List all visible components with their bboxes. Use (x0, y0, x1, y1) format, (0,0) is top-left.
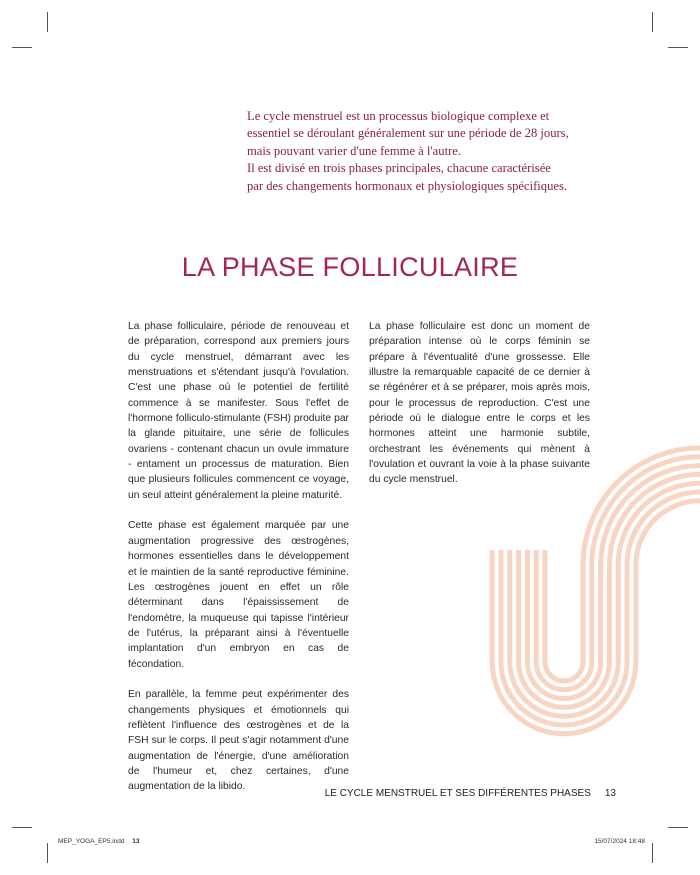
paragraph: La phase folliculaire, période de renouveau et de préparation, correspond aux premiers jours du cycle menstruel, démarrant avec les menstruations et s'étendant jusqu'à l'ovulation. C'est une phase où le potentiel de fertilité commence à se manifester. Sous l'effet de l'hormone folliculo-stimulante (FSH) produite par la glande pituitaire, une série de follicules ovariens - contenant chacun un ovule immature - entament un processus de maturation. Bien que plusieurs follicules commencent ce voyage, un seul atteint généralement la pleine maturité. (128, 321, 349, 501)
paragraph: La phase folliculaire est donc un moment de préparation intense où le corps féminin se prépare à l'éventualité d'une grossesse. Elle illustre la remarquable capacité de ce dernier à se régénérer et à se préparer, mois après mois, pour le processus de reproduction. C'est une période où le dialogue entre le corps et les hormones atteint une harmonie subtile, orchestrant les événements qui mènent à l'ovulation et ouvrant la voie à la phase suivante du cycle menstruel. (369, 321, 590, 486)
intro-text (247, 108, 617, 195)
intro-line: Le cycle menstruel est un processus biologique complexe et (247, 109, 550, 123)
intro-line: essentiel se déroulant généralement sur une période de 28 jours, (247, 126, 569, 141)
left-column (128, 319, 349, 810)
slug-page: 13 (132, 838, 140, 845)
running-head-title: LE CYCLE MENSTRUEL ET SES DIFFÉRENTES PHASES (324, 788, 591, 799)
page-number: 13 (604, 788, 616, 799)
slug-file: MEP_YOGA_EP5.indd (58, 838, 125, 845)
paragraph: En parallèle, la femme peut expérimenter des changements physiques et émotionnels qui reflètent l'influence des œstrogènes et de la FSH sur le corps. Il peut s'agir notamment d'une augmentation de l'énergie, d'une amélioration de l'humeur et, chez certaines, d'une augmentation de la libido. (128, 689, 349, 793)
slug-left (58, 838, 140, 845)
section-title: LA PHASE FOLLICULAIRE (181, 252, 519, 282)
right-column (369, 319, 590, 503)
slug-date: 15/07/2024 18:48 (594, 838, 645, 845)
paragraph: Cette phase est également marquée par une augmentation progressive des œstrogènes, hormones essentielles dans le développement et le maintien de la santé reproductive féminine. Les œstrogènes jouent en effet un rôle déterminant dans l'épaississement de l'endomètre, la muqueuse qui tapisse l'intérieur de l'utérus, la préparant ainsi à l'éventuelle implantation d'un embryon en cas de fécondation. (128, 520, 349, 670)
running-head (325, 788, 616, 799)
intro-line: mais pouvant varier d'une femme à l'autre. (247, 143, 462, 158)
intro-line: par des changements hormonaux et physiologiques spécifiques. (247, 178, 568, 193)
intro-line: Il est divisé en trois phases principales, chacune caractérisée (247, 161, 551, 176)
